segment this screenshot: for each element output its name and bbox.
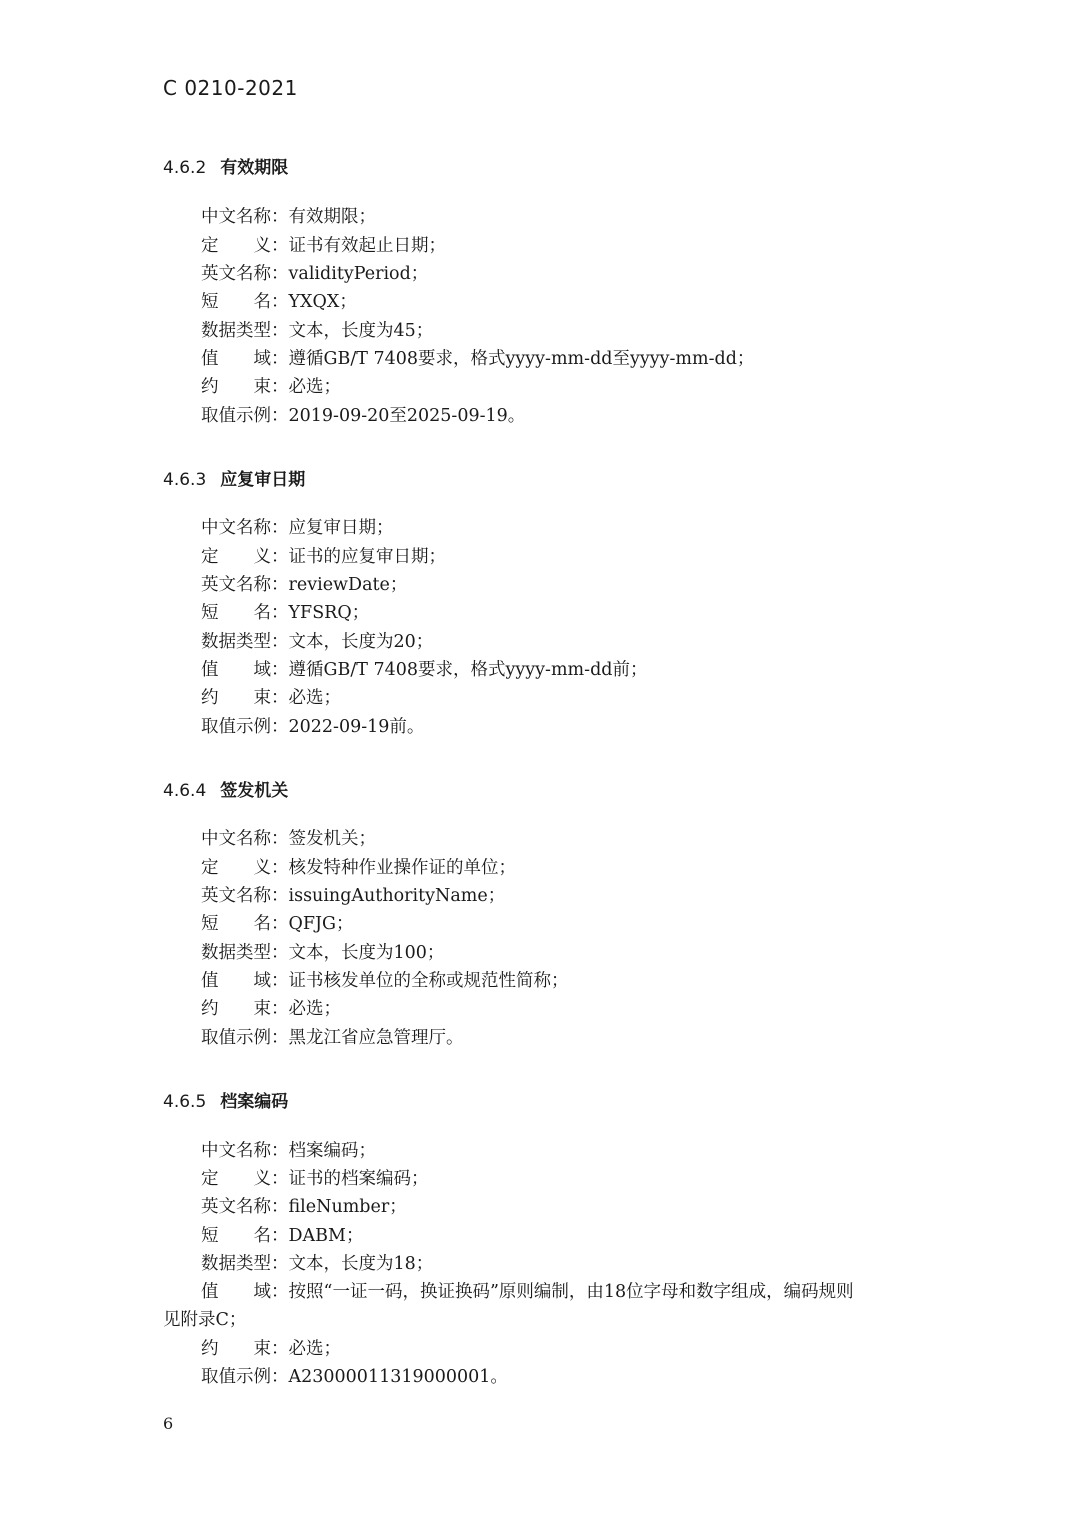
section-number: 4.6.5 (163, 1092, 207, 1112)
field-value: A23000011319000001。 (288, 1367, 508, 1387)
field-label: 定 义 (201, 858, 271, 878)
field-row: 取值示例：黑龙江省应急管理厅。 (201, 1028, 464, 1048)
field-row: 数据类型：文本，长度为45； (201, 321, 434, 341)
field-value: 证书核发单位的全称或规范性简称； (288, 971, 569, 991)
field-row: 数据类型：文本，长度为20； (201, 632, 434, 652)
field-value: 必选； (288, 377, 341, 397)
section-title (163, 153, 288, 178)
field-row: 短 名：QFJG； (201, 914, 354, 934)
field-value: DABM； (288, 1226, 364, 1246)
field-row: 英文名称：issuingAuthorityName； (201, 886, 506, 906)
field-value: 证书的档案编码； (288, 1169, 429, 1189)
field-value: 必选； (288, 999, 341, 1019)
field-value: QFJG； (288, 914, 354, 934)
field-label: 英文名称 (201, 575, 271, 595)
field-row: 定 义：核发特种作业操作证的单位； (201, 858, 516, 878)
field-value: YFSRQ； (288, 603, 370, 623)
field-row: 中文名称：有效期限； (201, 207, 376, 227)
field-value: 遵循GB/T 7408要求，格式yyyy-mm-dd前； (288, 660, 648, 680)
field-value: 有效期限； (288, 207, 376, 227)
field-label: 中文名称 (201, 829, 271, 849)
field-row: 数据类型：文本，长度为100； (201, 943, 445, 963)
field-value: 文本，长度为18； (288, 1254, 434, 1274)
section-number: 4.6.3 (163, 470, 207, 490)
field-label: 数据类型 (201, 943, 271, 963)
field-value: validityPeriod； (288, 264, 429, 284)
field-label: 英文名称 (201, 1197, 271, 1217)
field-row: 值 域：证书核发单位的全称或规范性简称； (201, 971, 569, 991)
field-row: 中文名称：签发机关； (201, 829, 376, 849)
section-title (163, 1087, 288, 1112)
field-row: 值 域：遵循GB/T 7408要求，格式yyyy-mm-dd至yyyy-mm-dd； (201, 349, 755, 369)
field-row: 短 名：DABM； (201, 1226, 364, 1246)
field-row-continuation: 见附录C； (163, 1310, 247, 1330)
section-number: 4.6.2 (163, 158, 207, 178)
field-label: 值 域 (201, 349, 271, 369)
field-label: 值 域 (201, 971, 271, 991)
field-label: 约 束 (201, 999, 271, 1019)
field-row: 英文名称：reviewDate； (201, 575, 408, 595)
field-label: 英文名称 (201, 886, 271, 906)
field-label: 取值示例 (201, 717, 271, 737)
field-value: YXQX； (288, 292, 357, 312)
field-value: 核发特种作业操作证的单位； (288, 858, 516, 878)
field-value: 应复审日期； (288, 518, 394, 538)
field-row: 值 域：按照“一证一码，换证换码”原则编制，由18位字母和数字组成，编码规则 (201, 1282, 854, 1302)
field-label: 约 束 (201, 688, 271, 708)
field-label: 定 义 (201, 1169, 271, 1189)
field-label: 约 束 (201, 377, 271, 397)
field-value: 必选； (288, 688, 341, 708)
section-heading: 档案编码 (220, 1092, 289, 1112)
field-row: 约 束：必选； (201, 1339, 341, 1359)
field-value: 证书的应复审日期； (288, 547, 446, 567)
field-label: 中文名称 (201, 518, 271, 538)
field-label: 中文名称 (201, 1141, 271, 1161)
field-row: 定 义：证书的档案编码； (201, 1169, 429, 1189)
field-value: fileNumber； (288, 1197, 407, 1217)
field-label: 值 域 (201, 1282, 271, 1302)
field-label: 定 义 (201, 236, 271, 256)
field-value: 证书有效起止日期； (288, 236, 446, 256)
field-label: 取值示例 (201, 406, 271, 426)
field-label: 值 域 (201, 660, 271, 680)
field-row: 约 束：必选； (201, 999, 341, 1019)
field-label: 短 名 (201, 914, 271, 934)
field-label: 短 名 (201, 292, 271, 312)
field-row: 定 义：证书有效起止日期； (201, 236, 446, 256)
section-heading: 有效期限 (220, 158, 289, 178)
field-row: 约 束：必选； (201, 377, 341, 397)
field-row: 英文名称：validityPeriod； (201, 264, 429, 284)
field-label: 中文名称 (201, 207, 271, 227)
field-label: 英文名称 (201, 264, 271, 284)
field-label: 数据类型 (201, 632, 271, 652)
section-heading: 应复审日期 (220, 470, 306, 490)
field-row: 取值示例：A23000011319000001。 (201, 1367, 508, 1387)
field-label: 取值示例 (201, 1367, 271, 1387)
standard-code: C 0210-2021 (163, 76, 298, 100)
section-number: 4.6.4 (163, 781, 207, 801)
field-value: 遵循GB/T 7408要求，格式yyyy-mm-dd至yyyy-mm-dd； (288, 349, 755, 369)
section-heading: 签发机关 (220, 781, 289, 801)
field-value: 文本，长度为100； (288, 943, 445, 963)
field-value: 按照“一证一码，换证换码”原则编制，由18位字母和数字组成，编码规则 (288, 1282, 854, 1302)
field-row: 约 束：必选； (201, 688, 341, 708)
field-value: 黑龙江省应急管理厅。 (288, 1028, 464, 1048)
field-value: 2019-09-20至2025-09-19。 (288, 406, 526, 426)
section-title (163, 465, 305, 490)
field-label: 数据类型 (201, 1254, 271, 1274)
field-label: 短 名 (201, 1226, 271, 1246)
field-row: 中文名称：档案编码； (201, 1141, 376, 1161)
field-value: 文本，长度为20； (288, 632, 434, 652)
field-value: issuingAuthorityName； (288, 886, 506, 906)
field-row: 中文名称：应复审日期； (201, 518, 394, 538)
field-value: reviewDate； (288, 575, 408, 595)
field-label: 定 义 (201, 547, 271, 567)
field-row: 短 名：YFSRQ； (201, 603, 370, 623)
field-value: 2022-09-19前。 (288, 717, 425, 737)
page-number: 6 (163, 1414, 174, 1433)
field-row: 数据类型：文本，长度为18； (201, 1254, 434, 1274)
field-value: 文本，长度为45； (288, 321, 434, 341)
field-row: 英文名称：fileNumber； (201, 1197, 407, 1217)
field-value: 必选； (288, 1339, 341, 1359)
field-label: 取值示例 (201, 1028, 271, 1048)
field-value: 档案编码； (288, 1141, 376, 1161)
field-value: 签发机关； (288, 829, 376, 849)
field-row: 取值示例：2019-09-20至2025-09-19。 (201, 406, 526, 426)
field-row: 值 域：遵循GB/T 7408要求，格式yyyy-mm-dd前； (201, 660, 648, 680)
field-row: 定 义：证书的应复审日期； (201, 547, 446, 567)
field-label: 短 名 (201, 603, 271, 623)
field-label: 数据类型 (201, 321, 271, 341)
field-label: 约 束 (201, 1339, 271, 1359)
section-title (163, 776, 288, 801)
field-row: 短 名：YXQX； (201, 292, 357, 312)
field-row: 取值示例：2022-09-19前。 (201, 717, 425, 737)
